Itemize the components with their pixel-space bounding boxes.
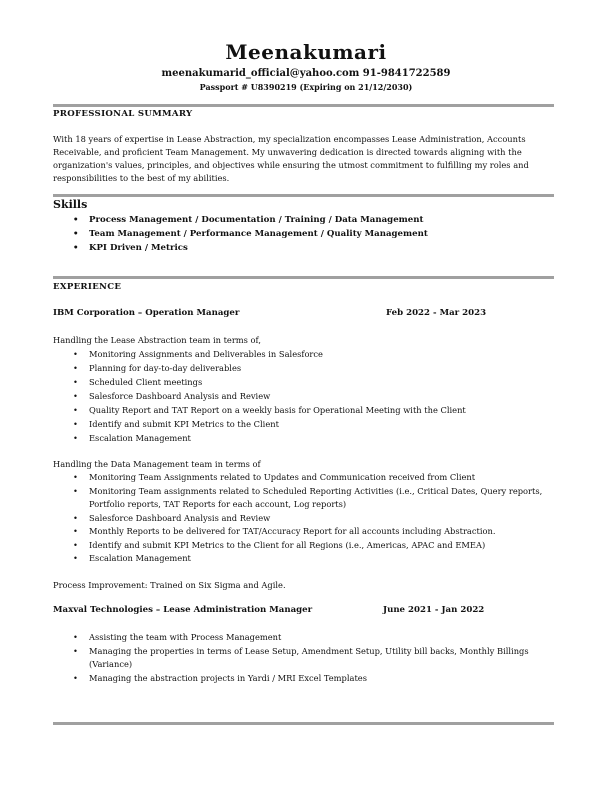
skills-heading: Skills xyxy=(53,198,88,211)
section-divider xyxy=(53,194,554,197)
job-dates: June 2021 - Jan 2022 xyxy=(383,605,485,615)
email-link[interactable]: meenakumarid_official@yahoo.com xyxy=(161,68,360,79)
section-divider xyxy=(53,722,554,725)
job-title: Maxval Technologies – Lease Administration Manager xyxy=(53,605,313,615)
responsibility-item: • Salesforce Dashboard Analysis and Review xyxy=(53,512,558,526)
skills-list xyxy=(53,213,558,255)
experience-heading: EXPERIENCE xyxy=(53,282,122,292)
responsibility-item: • Identify and submit KPI Metrics to the Client xyxy=(53,417,558,431)
process-improvement-note: Process Improvement: Trained on Six Sigma and Agile. xyxy=(53,580,286,590)
skill-item: • Process Management / Documentation / Training / Data Management xyxy=(53,213,558,227)
skill-item: • Team Management / Performance Management / Quality Management xyxy=(53,227,558,241)
job-title: IBM Corporation – Operation Manager xyxy=(53,308,240,318)
group-intro: Handling the Lease Abstraction team in terms of, xyxy=(53,335,261,345)
responsibility-item: • Managing the abstraction projects in Yardi / MRI Excel Templates xyxy=(53,672,558,686)
responsibility-item: • Escalation Management xyxy=(53,431,558,445)
job-dates: Feb 2022 - Mar 2023 xyxy=(386,308,487,318)
phone-number: 91-9841722589 xyxy=(362,68,451,79)
responsibility-list xyxy=(53,631,558,685)
summary-text: With 18 years of expertise in Lease Abstraction, my specialization encompasses Lease Administration, Accounts Receivable, and proficient Team Management. My unwavering dedication is directed towards aligning with the organization's values, principles, and objectives while ensuring the utmost commitment to fulfilling my roles and responsibilities to the best of my abilities. xyxy=(53,134,529,183)
responsibility-list xyxy=(53,471,558,566)
responsibility-item: • Assisting the team with Process Management xyxy=(53,631,558,645)
skill-item: • KPI Driven / Metrics xyxy=(53,241,558,255)
section-divider xyxy=(53,104,554,107)
responsibility-item: • Identify and submit KPI Metrics to the Client for all Regions (i.e., Americas, APAC and EMEA) xyxy=(53,539,558,553)
candidate-name: Meenakumari xyxy=(225,40,387,64)
responsibility-item: • Monitoring Team assignments related to Scheduled Reporting Activities (i.e., Critical Dates, Query reports, Portfolio reports, TAT Reports for each account, Log reports) xyxy=(53,485,558,512)
summary-heading: PROFESSIONAL SUMMARY xyxy=(53,109,193,119)
responsibility-item: • Quality Report and TAT Report on a weekly basis for Operational Meeting with the Client xyxy=(53,403,558,417)
responsibility-item: • Monthly Reports to be delivered for TAT/Accuracy Report for all accounts including Abstraction. xyxy=(53,525,558,539)
responsibility-item: • Monitoring Assignments and Deliverables in Salesforce xyxy=(53,347,558,361)
responsibility-item: • Salesforce Dashboard Analysis and Review xyxy=(53,389,558,403)
section-divider xyxy=(53,276,554,279)
responsibility-list xyxy=(53,347,558,445)
contact-line xyxy=(0,68,612,79)
responsibility-item: • Planning for day-to-day deliverables xyxy=(53,361,558,375)
responsibility-item: • Managing the properties in terms of Lease Setup, Amendment Setup, Utility bill backs, Monthly Billings (Variance) xyxy=(53,645,558,672)
responsibility-item: • Scheduled Client meetings xyxy=(53,375,558,389)
passport-info: Passport # U8390219 (Expiring on 21/12/2030) xyxy=(199,82,413,92)
group-intro: Handling the Data Management team in terms of xyxy=(53,459,261,469)
responsibility-item: • Escalation Management xyxy=(53,552,558,566)
responsibility-item: • Monitoring Team Assignments related to Updates and Communication received from Client xyxy=(53,471,558,485)
